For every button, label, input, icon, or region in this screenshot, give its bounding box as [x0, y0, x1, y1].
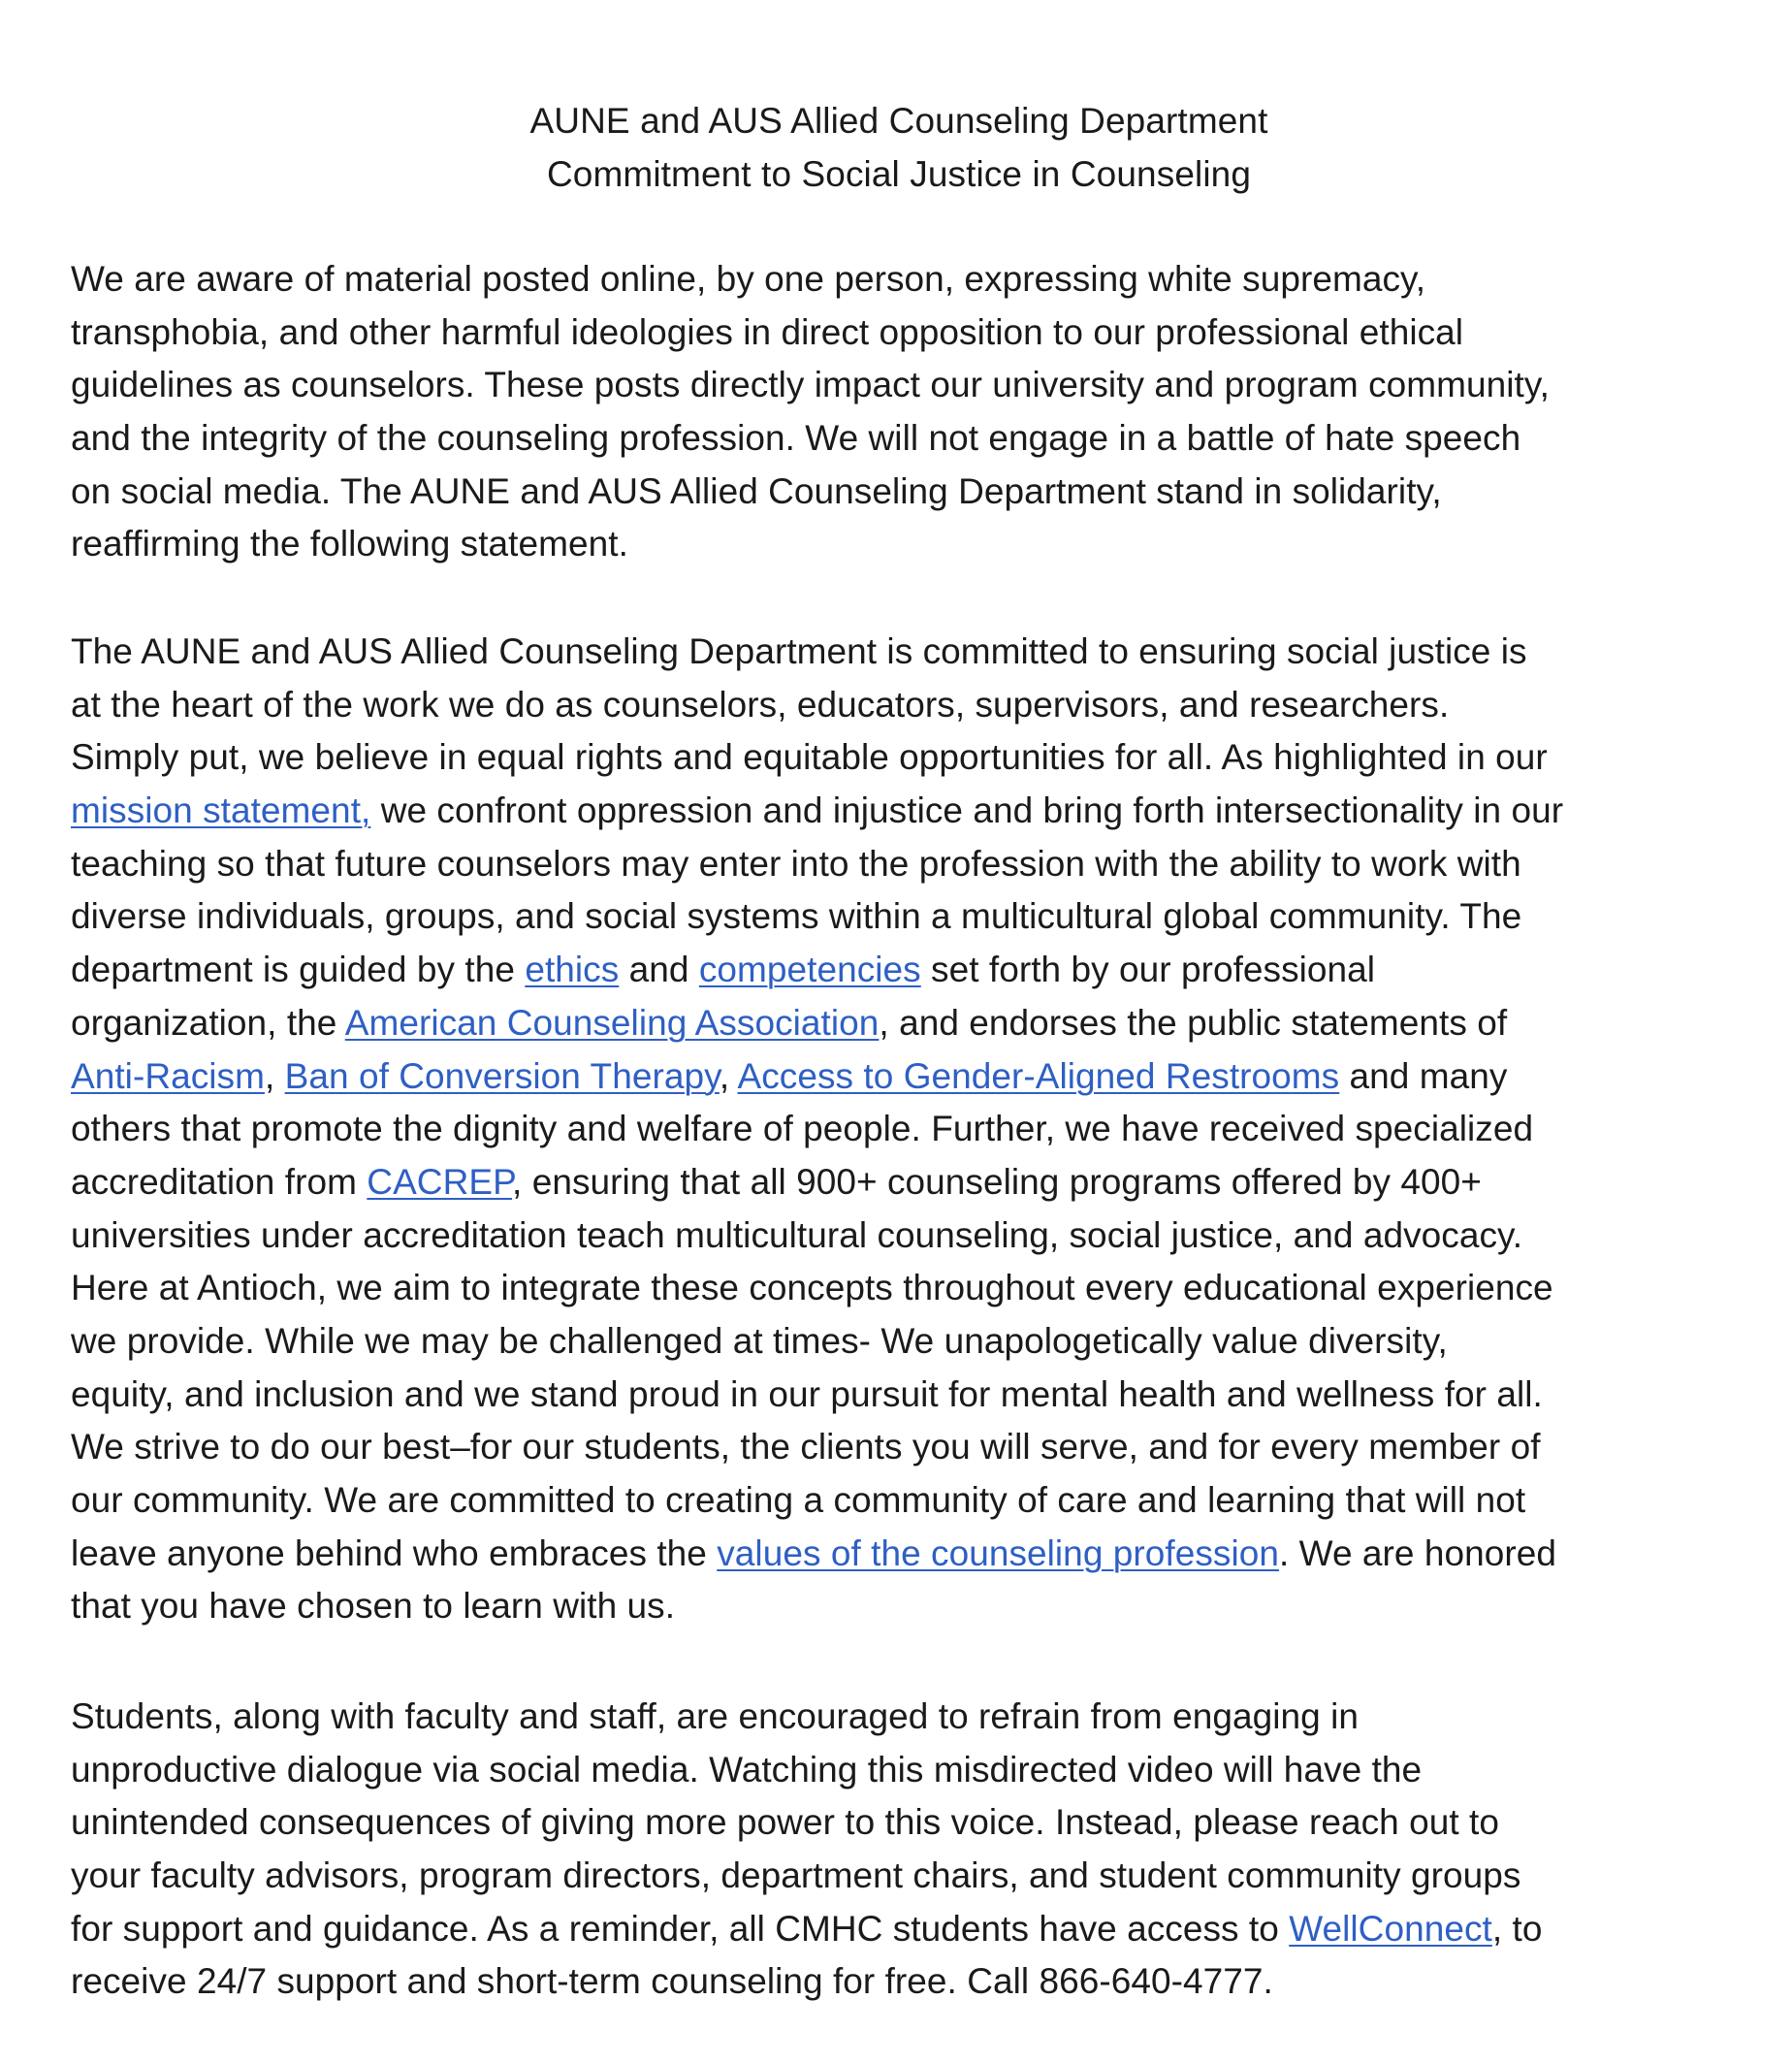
text-line: unproductive dialogue via social media. Watching this misdirected video will have the — [71, 1749, 1423, 1790]
text-line — [71, 785, 1748, 838]
wellconnect-link[interactable]: WellConnect — [1289, 1908, 1492, 1949]
text-line: diverse individuals, groups, and social systems within a multicultural global community. The — [71, 896, 1522, 937]
text-segment: , — [719, 1055, 738, 1096]
gender-aligned-restrooms-link[interactable]: Access to Gender-Aligned Restrooms — [737, 1055, 1340, 1096]
ban-of-conversion-therapy-link[interactable]: Ban of Conversion Therapy — [284, 1055, 720, 1096]
text-segment: organization, the — [71, 1002, 345, 1043]
cacrep-link[interactable]: CACREP — [367, 1161, 513, 1202]
text-line: teaching so that future counselors may enter into the profession with the ability to work with — [71, 843, 1521, 884]
text-line — [71, 1903, 1748, 1956]
text-segment: department is guided by the — [71, 950, 526, 990]
text-line: our community. We are committed to creating a community of care and learning that will not — [71, 1480, 1526, 1520]
mission-statement-link[interactable]: mission statement, — [71, 790, 371, 831]
text-segment: , to — [1491, 1908, 1543, 1949]
paragraph-guidance — [71, 1691, 1748, 2009]
values-of-counseling-profession-link[interactable]: values of the counseling profession — [717, 1532, 1279, 1573]
title-line-2: Commitment to Social Justice in Counseling — [546, 153, 1251, 194]
document-title — [0, 95, 1792, 201]
text-line: receive 24/7 support and short-term counseling for free. Call 866-640-4777. — [71, 1961, 1273, 2002]
text-line: your faculty advisors, program directors, department chairs, and student community groups — [71, 1855, 1521, 1896]
text-segment: for support and guidance. As a reminder, all CMHC students have access to — [71, 1908, 1290, 1949]
text-line: we provide. While we may be challenged at times- We unapologetically value diversity, — [71, 1320, 1448, 1361]
competencies-link[interactable]: competencies — [698, 950, 921, 990]
text-line: on social media. The AUNE and AUS Allied Counseling Department stand in solidarity, — [71, 470, 1442, 511]
ethics-link[interactable]: ethics — [525, 950, 620, 990]
text-line: We strive to do our best–for our students, the clients you will serve, and for every member of — [71, 1427, 1541, 1467]
text-line: unintended consequences of giving more power to this voice. Instead, please reach out to — [71, 1802, 1499, 1843]
text-line: transphobia, and other harmful ideologies in direct opposition to our professional ethical — [71, 311, 1464, 352]
text-line: reaffirming the following statement. — [71, 524, 628, 564]
text-line: that you have chosen to learn with us. — [71, 1586, 676, 1627]
text-segment: set forth by our professional — [920, 950, 1376, 990]
text-line: guidelines as counselors. These posts directly impact our university and program community, — [71, 365, 1550, 405]
text-line — [71, 1050, 1748, 1104]
text-segment: we confront oppression and injustice and bring forth intersectionality in our — [370, 790, 1564, 831]
title-line-1: AUNE and AUS Allied Counseling Department — [529, 101, 1268, 141]
american-counseling-association-link[interactable]: American Counseling Association — [344, 1002, 880, 1043]
paragraph-commitment — [71, 626, 1748, 1633]
text-line: Students, along with faculty and staff, are encouraged to refrain from engaging in — [71, 1696, 1360, 1736]
text-line: equity, and inclusion and we stand proud in our pursuit for mental health and wellness for all. — [71, 1373, 1543, 1414]
text-line: Simply put, we believe in equal rights and equitable opportunities for all. As highlighted in our — [71, 737, 1548, 778]
text-segment: and many — [1339, 1055, 1508, 1096]
text-line: Here at Antioch, we aim to integrate these concepts throughout every educational experience — [71, 1268, 1553, 1308]
text-line — [71, 997, 1748, 1050]
text-line: universities under accreditation teach multicultural counseling, social justice, and advocacy. — [71, 1214, 1523, 1255]
text-line: and the integrity of the counseling profession. We will not engage in a battle of hate speech — [71, 418, 1521, 459]
text-segment: accreditation from — [71, 1161, 368, 1202]
text-segment: leave anyone behind who embraces the — [71, 1532, 718, 1573]
text-segment: . We are honored — [1278, 1532, 1556, 1573]
text-segment: , and endorses the public statements of — [879, 1002, 1508, 1043]
text-line — [71, 944, 1748, 997]
text-line: The AUNE and AUS Allied Counseling Department is committed to ensuring social justice is — [71, 631, 1527, 671]
text-line — [71, 1156, 1748, 1209]
text-segment: , — [264, 1055, 285, 1096]
text-line: at the heart of the work we do as counselors, educators, supervisors, and researchers. — [71, 684, 1450, 725]
paragraph-awareness — [71, 253, 1748, 571]
text-segment: , ensuring that all 900+ counseling programs offered by 400+ — [512, 1161, 1482, 1202]
text-segment: and — [619, 950, 699, 990]
text-line: others that promote the dignity and welfare of people. Further, we have received specialized — [71, 1109, 1534, 1149]
text-line — [71, 1528, 1748, 1581]
anti-racism-link[interactable]: Anti-Racism — [71, 1055, 265, 1096]
text-line: We are aware of material posted online, by one person, expressing white supremacy, — [71, 259, 1426, 299]
